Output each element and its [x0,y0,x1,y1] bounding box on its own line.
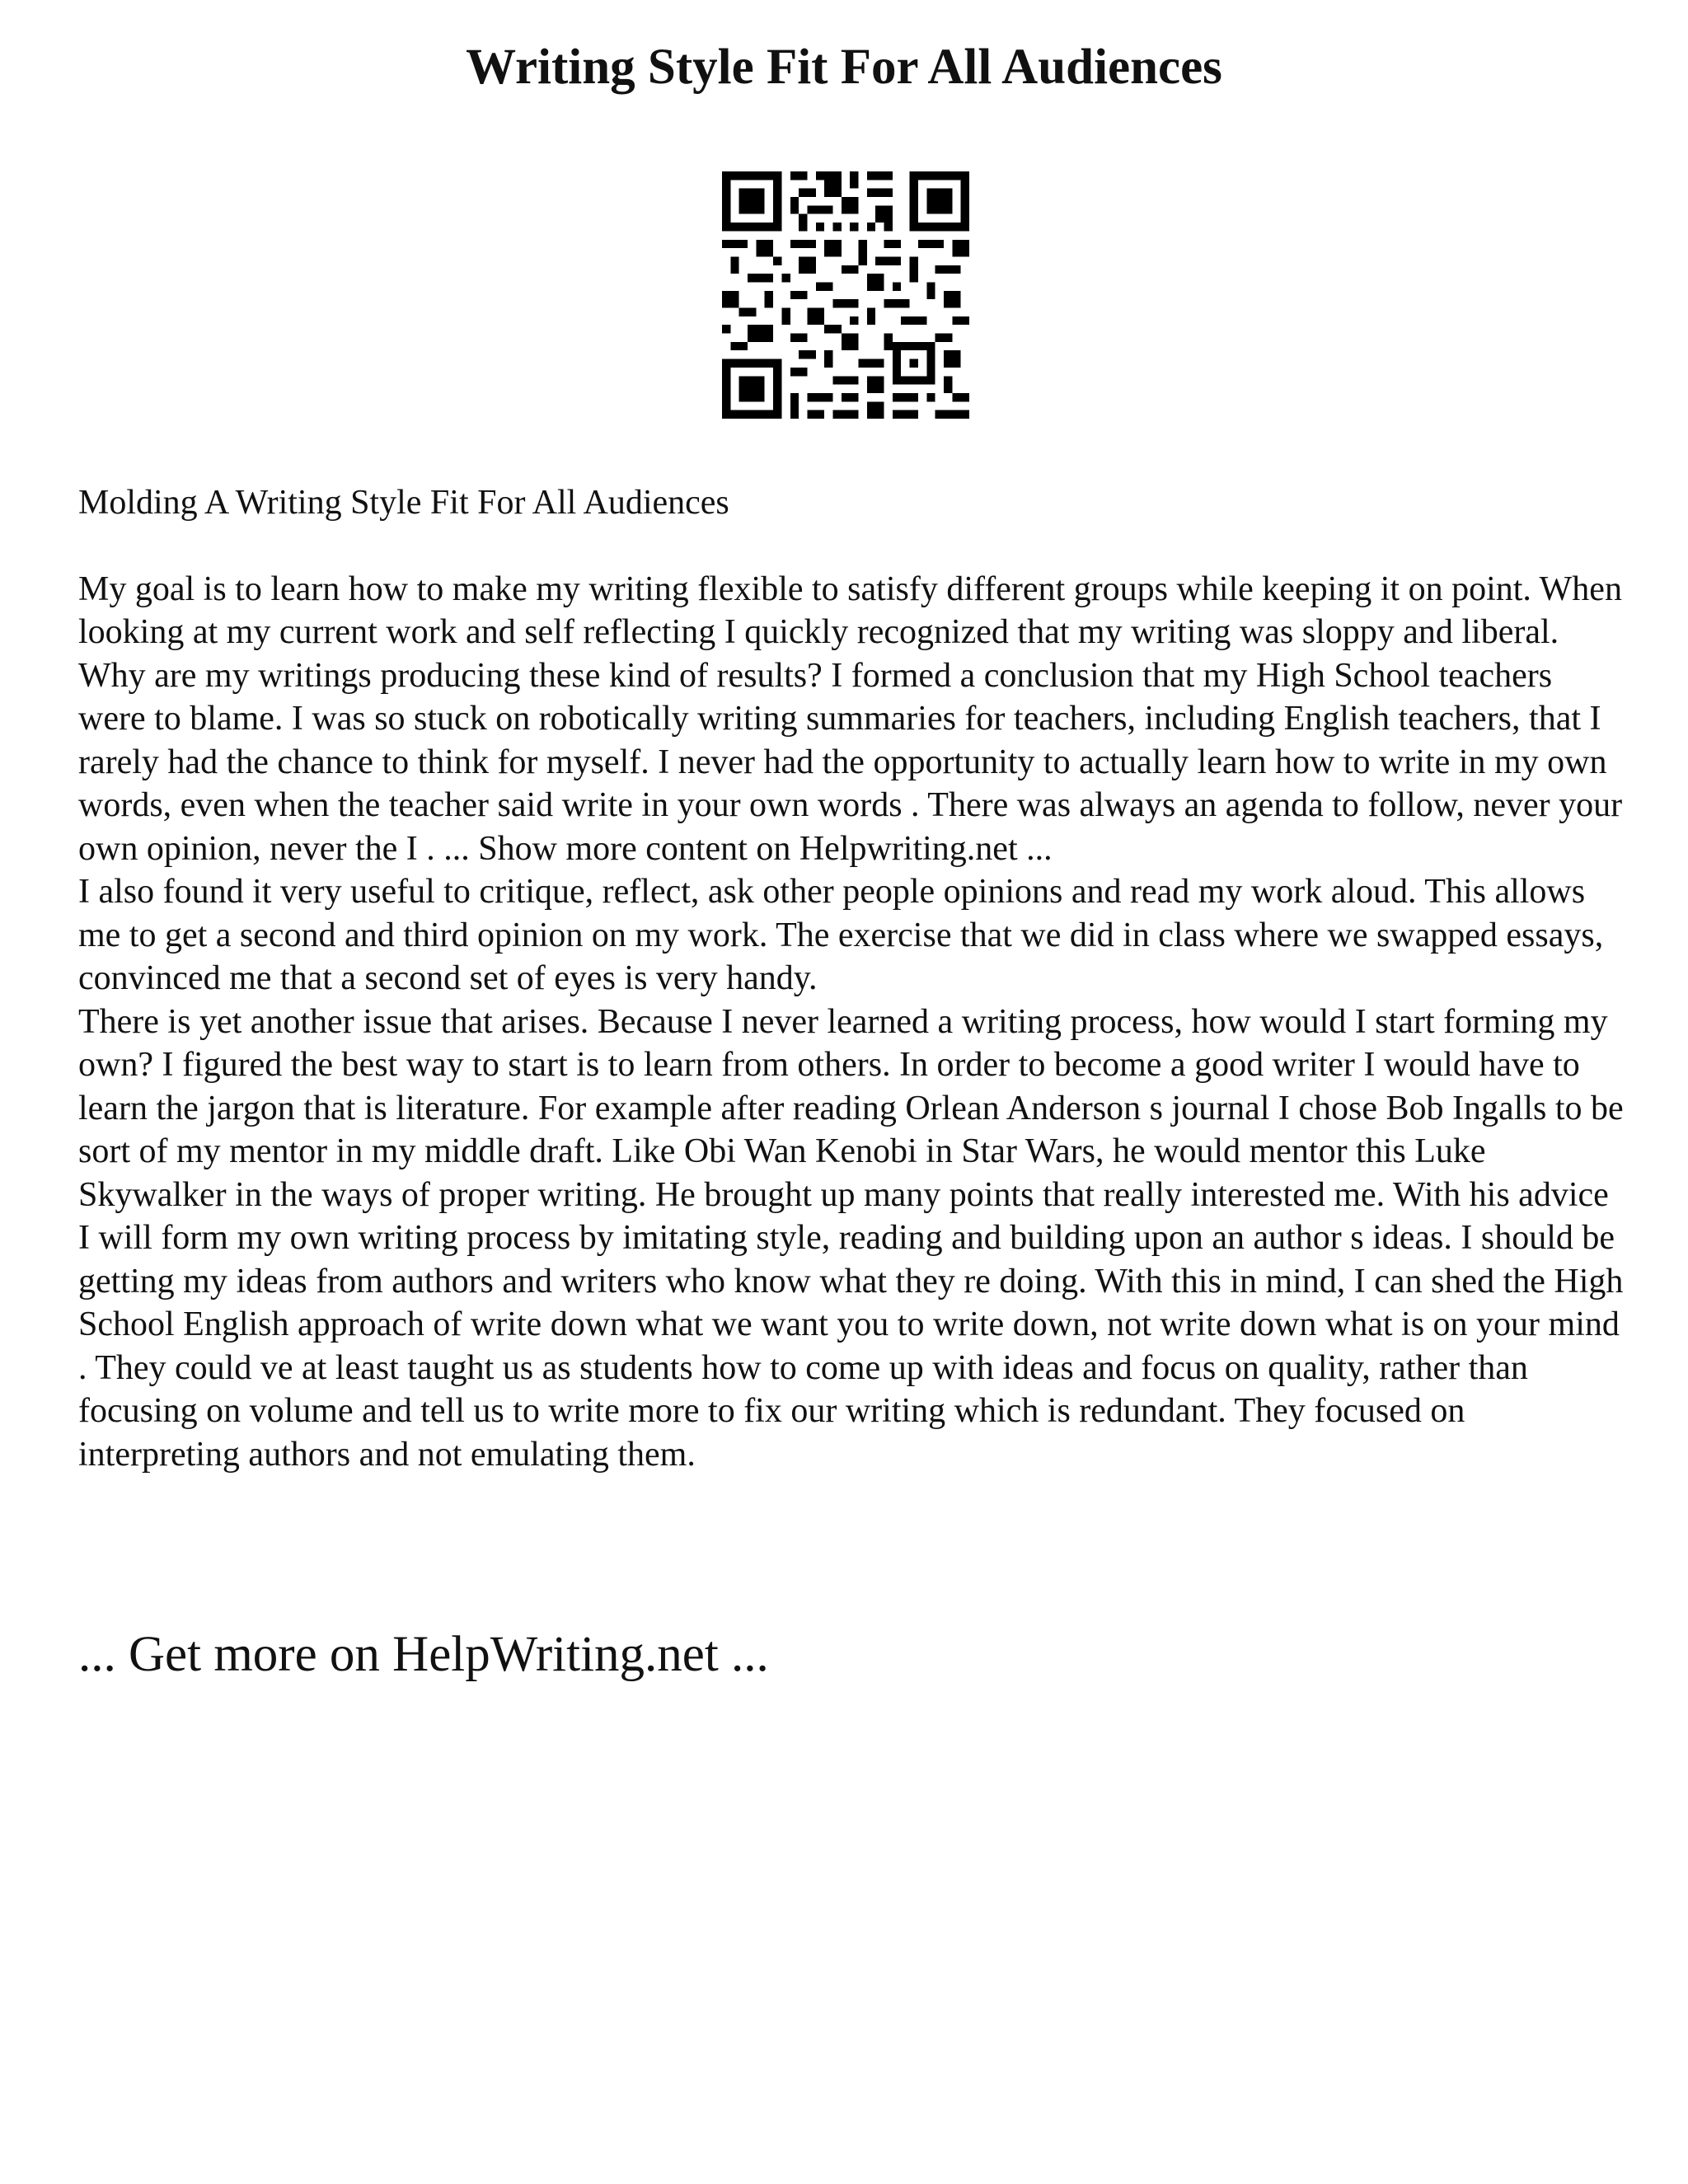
page-title: Writing Style Fit For All Audiences [466,40,1222,95]
paragraph: There is yet another issue that arises. Because I never learned a writing process, how would I start forming my own? I figured the best way to start is to learn from others. In order to become a good writer I would have to learn the jargon that is literature. For example after reading Orlean Anderson s journal I chose Bob Ingalls to be sort of my mentor in my middle draft. Like Obi Wan Kenobi in Star Wars, he would mentor this Luke Skywalker in the ways of proper writing. He brought up many points that really interested me. With his advice I will form my own writing process by imitating style, reading and building upon an author s ideas. I should be getting my ideas from authors and writers who know what they re doing. With this in mind, I can shed the High School English approach of write down what we want you to write down, not write down what is on your mind . They could ve at least taught us as students how to come up with ideas and focus on quality, rather than focusing on volume and tell us to write more to fix our writing which is redundant. They focused on interpreting authors and not emulating them. [78,1002,1624,1474]
document-body [78,481,1628,1476]
get-more-link[interactable]: ... Get more on HelpWriting.net ... [78,1627,769,1682]
qr-code-icon[interactable] [722,171,969,419]
paragraph: My goal is to learn how to make my writing flexible to satisfy different groups while keeping it on point. When looking at my current work and self reflecting I quickly recognized that my writing was sloppy and liberal. Why are my writings producing these kind of results? I formed a conclusion that my High School teachers were to blame. I was so stuck on robotically writing summaries for teachers, including English teachers, that I rarely had the chance to think for myself. I never had the opportunity to actually learn how to write in my own words, even when the teacher said write in your own words . There was always an agenda to follow, never your own opinion, never the I . ... Show more content on Helpwriting.net ... [78,569,1623,868]
document-subtitle: Molding A Writing Style Fit For All Audiences [78,484,729,522]
paragraph: I also found it very useful to critique, reflect, ask other people opinions and read my work aloud. This allows me to get a second and third opinion on my work. The exercise that we did in class where we swapped essays, convinced me that a second set of eyes is very handy. [78,873,1604,997]
